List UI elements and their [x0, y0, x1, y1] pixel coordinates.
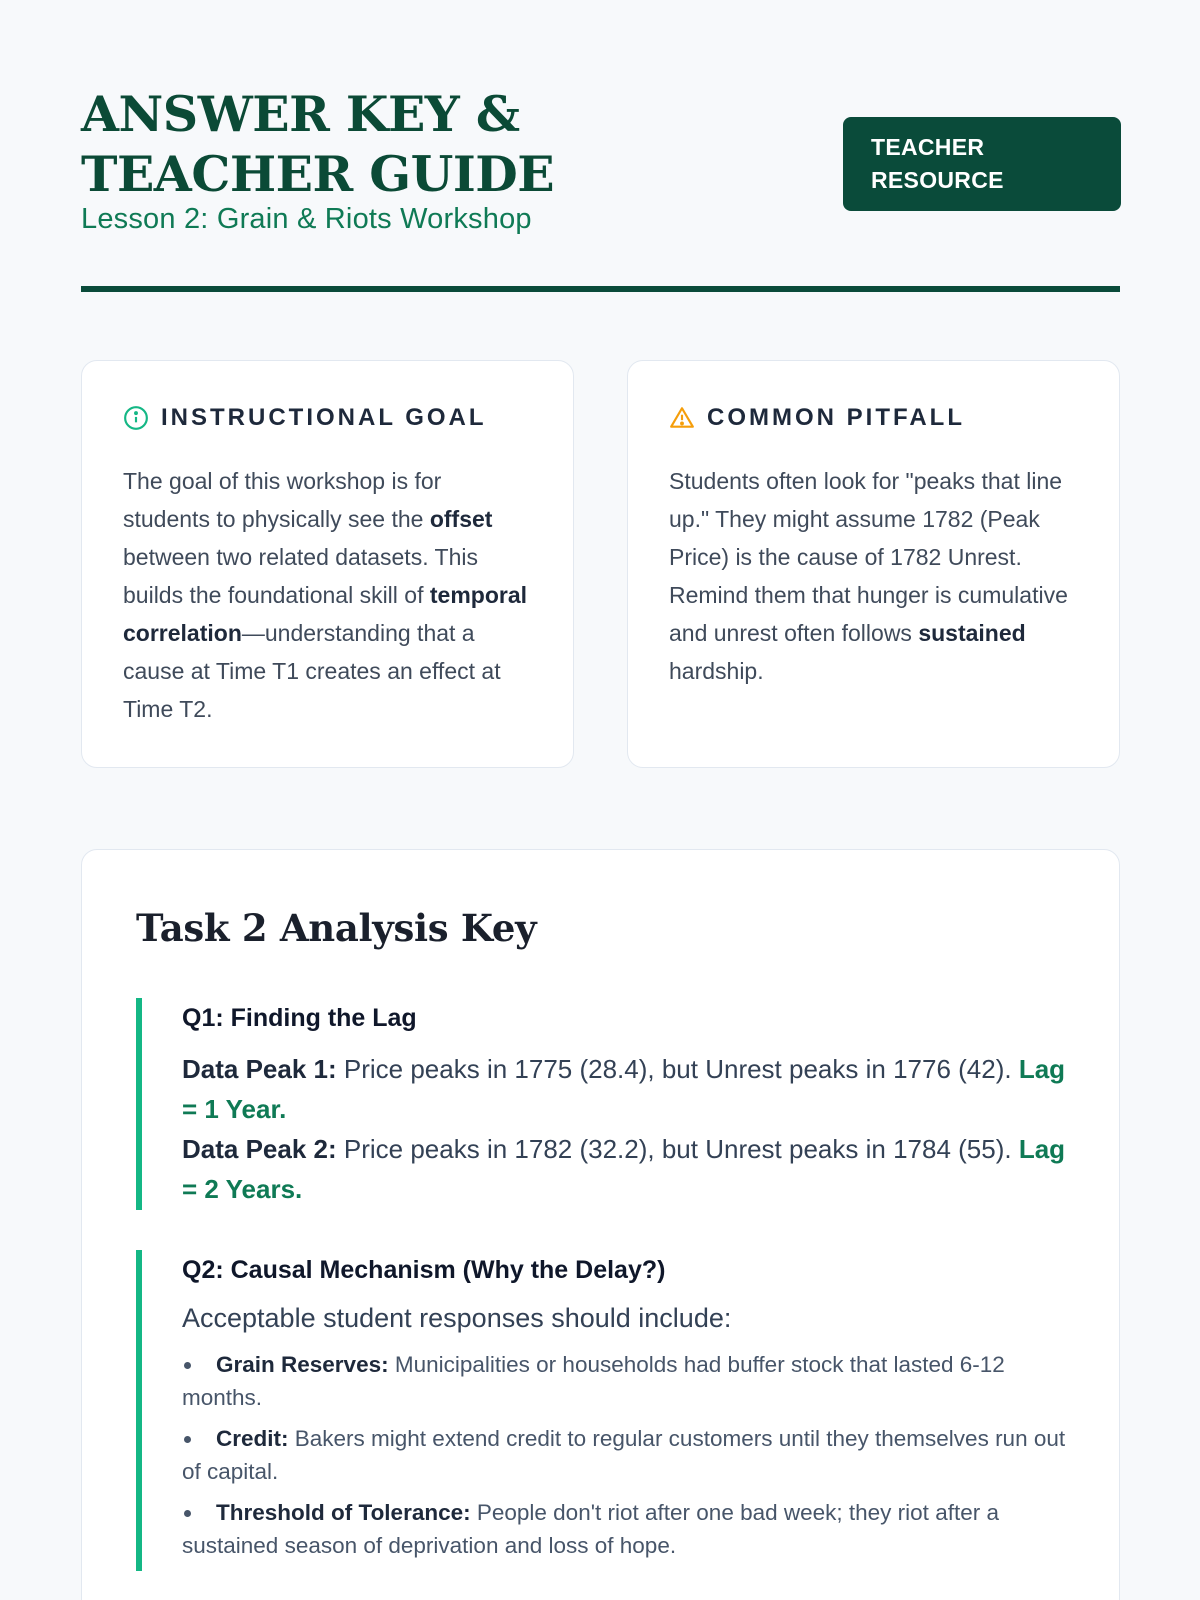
common-pitfall-heading — [669, 404, 965, 432]
question-2-intro: Acceptable student responses should include: — [182, 1303, 732, 1333]
list-item: Credit: Bakers might extend credit to regular customers until they themselves run out of capital. — [182, 1422, 1066, 1488]
header-divider — [81, 286, 1120, 292]
question-2-title: Q2: Causal Mechanism (Why the Delay?) — [182, 1256, 666, 1284]
page-subtitle: Lesson 2: Grain & Riots Workshop — [81, 203, 532, 235]
question-1-block — [136, 998, 1066, 1210]
answer-key-page — [81, 0, 1120, 1558]
response-list — [182, 1348, 1066, 1562]
analysis-key-card — [81, 849, 1120, 1600]
lag-value: Lag = 1 Year. — [182, 1054, 1066, 1124]
instructional-goal-card — [81, 360, 574, 768]
teacher-resource-badge: TEACHER RESOURCE — [843, 117, 1121, 211]
question-1-answer: Data Peak 1: Price peaks in 1775 (28.4), but Unrest peaks in 1776 (42). Lag = 1 Year. Data Peak 2: Price peaks in 1782 (32.2), but Unrest peaks in 1784 (55). Lag = 2 Years. — [182, 1054, 1066, 1204]
lag-value: Lag = 2 Years. — [182, 1134, 1066, 1204]
warning-icon — [669, 405, 695, 431]
instructional-goal-text: The goal of this workshop is for students to physically see the offset between two related datasets. This builds the foundational skill of temporal correlation—understanding that a cause at Time T1 creates an effect at Time T2. — [123, 468, 528, 722]
info-icon — [123, 405, 149, 431]
common-pitfall-label: COMMON PITFALL — [707, 404, 965, 431]
instructional-goal-label: INSTRUCTIONAL GOAL — [161, 404, 487, 431]
page-title: ANSWER KEY & TEACHER GUIDE — [81, 85, 555, 203]
analysis-key-title: Task 2 Analysis Key — [136, 906, 537, 950]
list-item: Grain Reserves: Municipalities or households had buffer stock that lasted 6-12 months. — [182, 1348, 1066, 1414]
question-1-title: Q1: Finding the Lag — [182, 1004, 417, 1032]
instructional-goal-heading — [123, 404, 487, 432]
page-header — [81, 0, 1120, 295]
list-item: Threshold of Tolerance: People don't riot after one bad week; they riot after a sustained season of deprivation and loss of hope. — [182, 1496, 1066, 1562]
question-2-block — [136, 1250, 1066, 1571]
common-pitfall-text: Students often look for "peaks that line up." They might assume 1782 (Peak Price) is the cause of 1782 Unrest. Remind them that hunger is cumulative and unrest often follows sustained hardship. — [669, 468, 1068, 684]
common-pitfall-card — [627, 360, 1120, 768]
